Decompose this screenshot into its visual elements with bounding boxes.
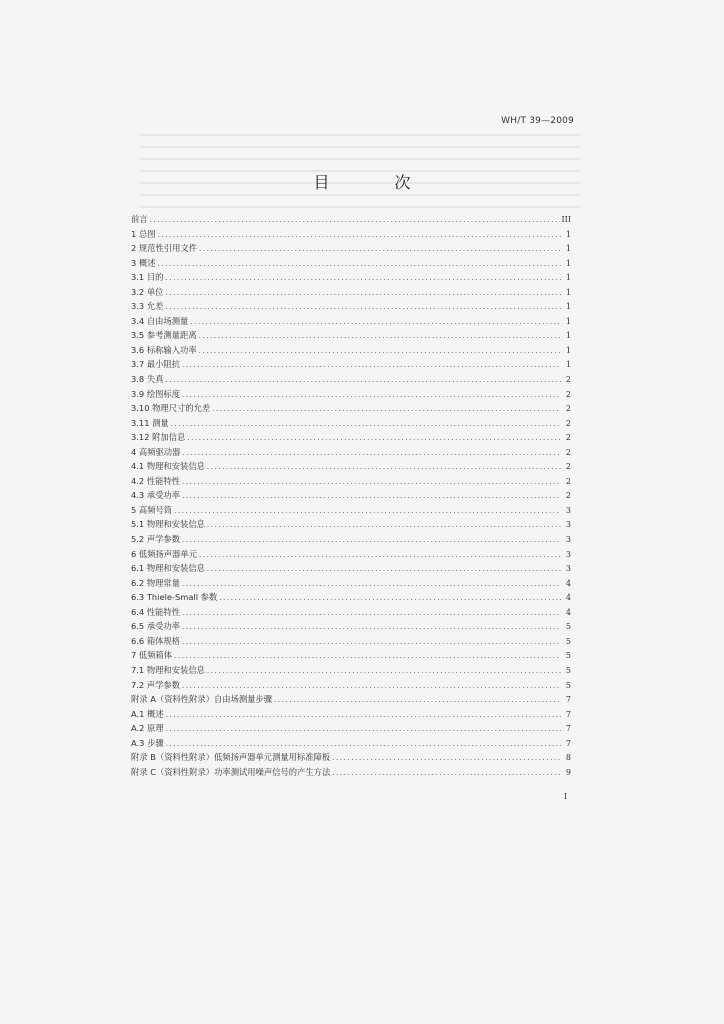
toc-leader-dots xyxy=(199,344,561,359)
toc-entry-label: 5 高频号筒 xyxy=(131,504,173,515)
toc-entry-page: 3 xyxy=(565,535,571,545)
toc-entry[interactable] xyxy=(131,401,571,416)
toc-entry[interactable] xyxy=(131,256,571,271)
toc-entry-label: 6.6 箱体规格 xyxy=(131,635,181,646)
toc-entry[interactable] xyxy=(131,387,571,402)
table-of-contents xyxy=(131,212,571,779)
toc-entry-page: 9 xyxy=(565,767,571,777)
toc-entry[interactable] xyxy=(131,692,571,707)
toc-entry[interactable] xyxy=(131,634,571,649)
toc-entry-page: 2 xyxy=(565,476,571,486)
toc-entry-label: 3.4 自由场测量 xyxy=(131,315,189,326)
toc-entry-page: 2 xyxy=(565,418,571,428)
toc-entry[interactable] xyxy=(131,270,571,285)
toc-entry[interactable] xyxy=(131,357,571,372)
toc-entry[interactable] xyxy=(131,707,571,722)
toc-entry[interactable] xyxy=(131,227,571,242)
toc-entry-page: 2 xyxy=(565,447,571,457)
toc-entry-page: 7 xyxy=(565,709,571,719)
toc-entry-page: 5 xyxy=(565,665,571,675)
toc-leader-dots xyxy=(207,518,561,533)
toc-entry-label: 6.1 物理和安装信息 xyxy=(131,563,205,574)
toc-entry-label: 4 高频驱动器 xyxy=(131,446,181,457)
toc-leader-dots xyxy=(182,577,561,592)
toc-entry[interactable] xyxy=(131,299,571,314)
toc-leader-dots xyxy=(165,271,561,286)
toc-entry-label: 3.10 物理尺寸的允差 xyxy=(131,403,211,414)
toc-entry[interactable] xyxy=(131,488,571,503)
toc-entry-page: 1 xyxy=(565,316,571,326)
toc-entry[interactable] xyxy=(131,430,571,445)
toc-entry-label: 3.8 失真 xyxy=(131,374,164,385)
toc-leader-dots xyxy=(166,737,561,752)
toc-entry[interactable] xyxy=(131,736,571,751)
toc-entry-label: 1 总图 xyxy=(131,228,156,239)
toc-leader-dots xyxy=(207,664,561,679)
toc-entry-page: 4 xyxy=(565,593,571,603)
toc-entry-label: 6.2 物理常量 xyxy=(131,577,181,588)
toc-entry-label: 3 概述 xyxy=(131,257,156,268)
toc-entry-page: 7 xyxy=(565,695,571,705)
toc-entry-label: 前言 xyxy=(131,214,148,224)
toc-entry[interactable] xyxy=(131,314,571,329)
standard-code: WH/T 39—2009 xyxy=(501,116,574,126)
toc-entry-page: 5 xyxy=(565,680,571,690)
toc-entry[interactable] xyxy=(131,445,571,460)
toc-entry-page: 1 xyxy=(565,302,571,312)
toc-leader-dots xyxy=(190,315,561,330)
page-number: I xyxy=(564,792,568,801)
toc-entry-label: 7 低频箱体 xyxy=(131,650,173,661)
toc-entry-label: 6 低频扬声器单元 xyxy=(131,548,197,559)
toc-entry-label: 2 规范性引用文件 xyxy=(131,243,197,254)
toc-entry-label: 5.1 物理和安装信息 xyxy=(131,519,205,530)
toc-entry[interactable] xyxy=(131,474,571,489)
toc-entry-label: 4.3 承受功率 xyxy=(131,490,181,501)
toc-entry-label: 3.11 测量 xyxy=(131,417,169,428)
toc-entry-page: 5 xyxy=(565,651,571,661)
toc-title: 目 次 xyxy=(313,173,441,192)
toc-entry[interactable] xyxy=(131,576,571,591)
toc-entry-page: 7 xyxy=(565,724,571,734)
toc-leader-dots xyxy=(150,213,560,228)
toc-leader-dots xyxy=(166,708,561,723)
toc-entry[interactable] xyxy=(131,343,571,358)
toc-entry-page: III xyxy=(561,215,571,224)
toc-entry[interactable] xyxy=(131,459,571,474)
toc-leader-dots xyxy=(182,475,561,490)
toc-entry-label: A.2 原理 xyxy=(131,723,164,734)
toc-entry-page: 2 xyxy=(565,491,571,501)
toc-leader-dots xyxy=(332,751,561,766)
toc-leader-dots xyxy=(207,460,561,475)
toc-entry-page: 1 xyxy=(565,287,571,297)
toc-leader-dots xyxy=(182,446,561,461)
toc-entry-label: 4.2 性能特性 xyxy=(131,475,181,486)
toc-entry[interactable] xyxy=(131,678,571,693)
toc-leader-dots xyxy=(274,693,561,708)
toc-entry[interactable] xyxy=(131,590,571,605)
toc-leader-dots xyxy=(158,257,561,272)
toc-entry-page: 5 xyxy=(565,622,571,632)
toc-entry-page: 1 xyxy=(565,244,571,254)
toc-entry-label: 7.1 物理和安装信息 xyxy=(131,664,205,675)
toc-entry-label: 6.4 性能特性 xyxy=(131,606,181,617)
toc-leader-dots xyxy=(199,548,561,563)
toc-entry[interactable] xyxy=(131,241,571,256)
toc-entry-label: A.3 步骤 xyxy=(131,737,164,748)
toc-entry-label: A.1 概述 xyxy=(131,708,164,719)
toc-leader-dots xyxy=(182,533,561,548)
toc-entry[interactable] xyxy=(131,328,571,343)
toc-leader-dots xyxy=(165,373,561,388)
toc-entry-page: 3 xyxy=(565,549,571,559)
toc-leader-dots xyxy=(182,489,561,504)
toc-entry-page: 1 xyxy=(565,345,571,355)
toc-entry-label: 3.12 附加信息 xyxy=(131,432,186,443)
toc-entry[interactable] xyxy=(131,605,571,620)
toc-leader-dots xyxy=(182,358,561,373)
toc-entry-label: 7.2 声学参数 xyxy=(131,679,181,690)
toc-entry-page: 2 xyxy=(565,462,571,472)
toc-entry[interactable] xyxy=(131,212,571,227)
toc-entry-page: 2 xyxy=(565,389,571,399)
toc-entry-label: 6.5 承受功率 xyxy=(131,621,181,632)
toc-entry-label: 5.2 声学参数 xyxy=(131,534,181,545)
toc-entry-page: 3 xyxy=(565,520,571,530)
toc-entry-page: 2 xyxy=(565,404,571,414)
toc-entry-label: 3.1 目的 xyxy=(131,272,164,283)
toc-entry-page: 1 xyxy=(565,258,571,268)
toc-entry-label: 3.5 参考测量距离 xyxy=(131,330,197,341)
toc-entry-page: 1 xyxy=(565,360,571,370)
toc-entry[interactable] xyxy=(131,561,571,576)
toc-entry-page: 1 xyxy=(565,331,571,341)
toc-leader-dots xyxy=(187,431,561,446)
toc-entry-page: 8 xyxy=(565,753,571,763)
toc-entry[interactable] xyxy=(131,503,571,518)
toc-entry-page: 5 xyxy=(565,636,571,646)
toc-entry-label: 附录 A（资料性附录）自由场测量步骤 xyxy=(131,694,273,705)
toc-entry[interactable] xyxy=(131,750,571,765)
toc-leader-dots xyxy=(219,591,561,606)
toc-leader-dots xyxy=(182,606,561,621)
toc-entry-label: 3.9 绘图标度 xyxy=(131,388,181,399)
toc-entry[interactable] xyxy=(131,663,571,678)
toc-leader-dots xyxy=(171,417,561,432)
toc-leader-dots xyxy=(199,329,561,344)
toc-entry[interactable] xyxy=(131,619,571,634)
toc-entry-page: 4 xyxy=(565,578,571,588)
toc-entry[interactable] xyxy=(131,648,571,663)
toc-leader-dots xyxy=(212,402,561,417)
toc-entry-label: 3.3 允差 xyxy=(131,301,164,312)
toc-entry[interactable] xyxy=(131,517,571,532)
toc-entry-label: 6.3 Thiele-Small 参数 xyxy=(131,592,218,603)
toc-entry-label: 附录 C（资料性附录）功率测试用噪声信号的产生方法 xyxy=(131,766,331,777)
toc-entry-page: 2 xyxy=(565,433,571,443)
toc-leader-dots xyxy=(174,649,561,664)
toc-entry-label: 3.6 标称输入功率 xyxy=(131,344,197,355)
toc-entry[interactable] xyxy=(131,372,571,387)
toc-entry-page: 1 xyxy=(565,229,571,239)
toc-leader-dots xyxy=(332,766,561,781)
toc-entry-label: 4.1 物理和安装信息 xyxy=(131,461,205,472)
toc-leader-dots xyxy=(182,620,561,635)
toc-entry-page: 3 xyxy=(565,564,571,574)
toc-leader-dots xyxy=(182,635,561,650)
toc-leader-dots xyxy=(182,679,561,694)
toc-entry[interactable] xyxy=(131,547,571,562)
toc-entry-label: 3.7 最小阻抗 xyxy=(131,359,181,370)
toc-entry-page: 4 xyxy=(565,607,571,617)
toc-leader-dots xyxy=(207,562,561,577)
toc-entry-label: 3.2 单位 xyxy=(131,286,164,297)
toc-entry-label: 附录 B（资料性附录）低频扬声器单元测量用标准障板 xyxy=(131,752,331,763)
toc-entry[interactable] xyxy=(131,721,571,736)
toc-entry-page: 1 xyxy=(565,273,571,283)
toc-leader-dots xyxy=(199,242,561,257)
toc-entry-page: 3 xyxy=(565,505,571,515)
toc-leader-dots xyxy=(166,722,561,737)
toc-entry-page: 2 xyxy=(565,375,571,385)
toc-entry[interactable] xyxy=(131,416,571,431)
toc-leader-dots xyxy=(165,286,561,301)
toc-leader-dots xyxy=(174,504,561,519)
toc-entry[interactable] xyxy=(131,285,571,300)
toc-entry[interactable] xyxy=(131,765,571,780)
toc-leader-dots xyxy=(158,228,561,243)
toc-leader-dots xyxy=(182,388,561,403)
toc-entry-page: 7 xyxy=(565,738,571,748)
toc-leader-dots xyxy=(165,300,561,315)
toc-entry[interactable] xyxy=(131,532,571,547)
